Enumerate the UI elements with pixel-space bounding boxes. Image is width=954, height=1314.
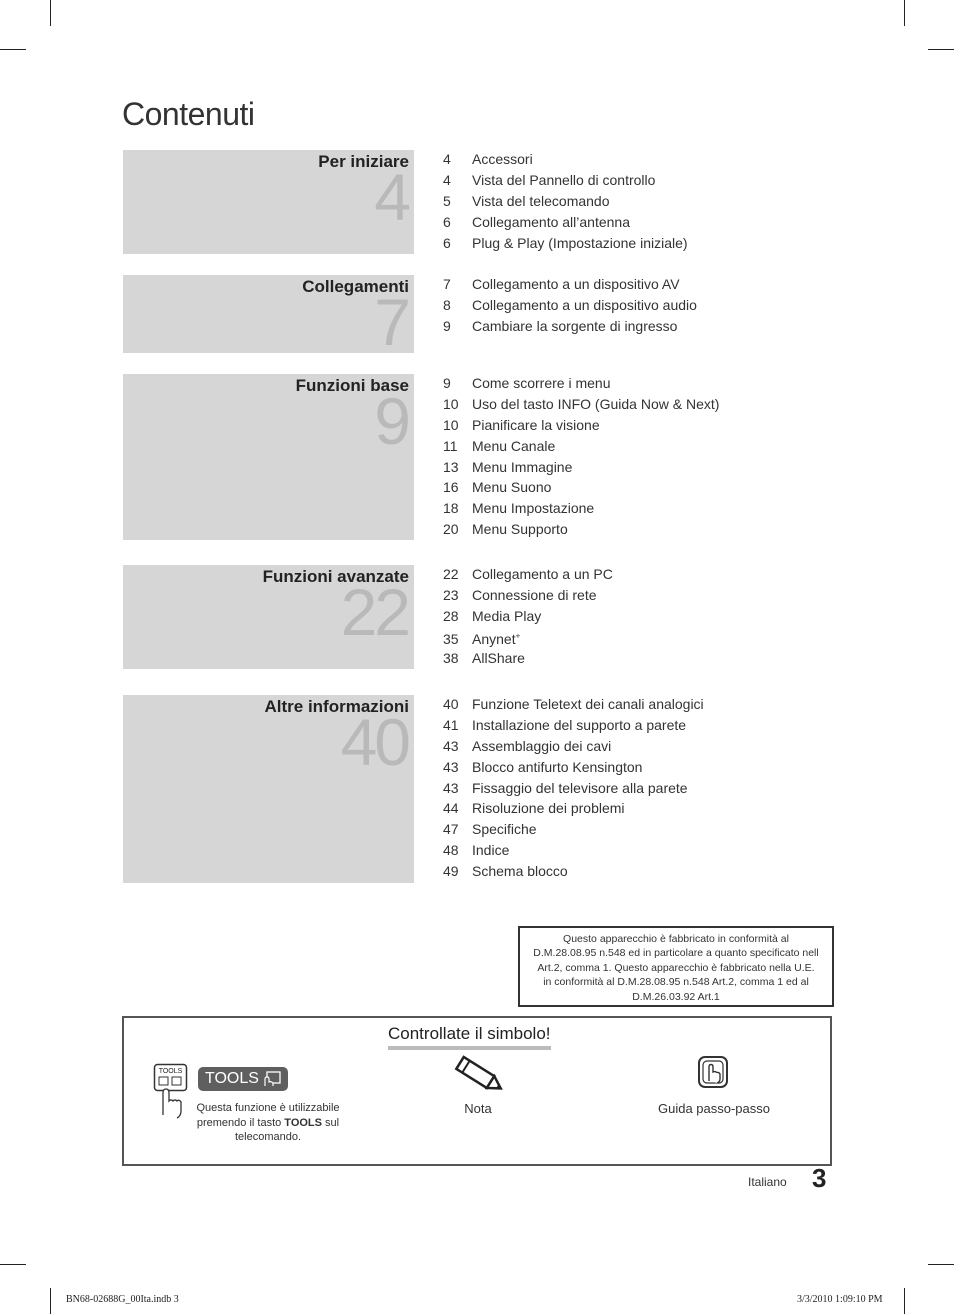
toc-page: 18 (443, 500, 459, 517)
toc-text: Menu Impostazione (472, 500, 595, 517)
toc-entry[interactable] (443, 457, 719, 478)
toc-entry[interactable] (443, 415, 719, 436)
toc-text: Menu Immagine (472, 458, 573, 475)
pencil-icon (451, 1055, 507, 1097)
legal-line: in conformità al D.M.28.08.95 n.548 Art.2, comma 1 ed al (543, 976, 809, 989)
toc-page: 47 (443, 821, 459, 838)
crop-mark (904, 0, 905, 26)
toc-entry[interactable] (443, 295, 697, 316)
toc-entry[interactable] (443, 519, 719, 540)
toc-page: 48 (443, 842, 459, 859)
symbols-title: Controllate il simbolo! (388, 1024, 551, 1050)
toc-entry[interactable] (443, 170, 688, 191)
toc-entry[interactable] (443, 477, 719, 498)
section-title: Funzioni avanzate (262, 567, 409, 586)
toc-text: Collegamento a un PC (472, 566, 613, 582)
section-box-altre-informazioni (123, 695, 414, 883)
toc-page: 5 (443, 192, 451, 209)
toc-page: 38 (443, 649, 459, 666)
toc-text: Funzione Teletext dei canali analogici (472, 696, 704, 712)
toc-page: 16 (443, 479, 459, 496)
toc-entry[interactable] (443, 861, 704, 882)
toc-entry[interactable] (443, 606, 613, 627)
section-title: Collegamenti (302, 277, 409, 296)
section-title: Altre informazioni (264, 697, 409, 716)
toc-text: Connessione di rete (472, 586, 597, 603)
toc-text: AllShare (472, 649, 525, 666)
toc-entry[interactable] (443, 778, 704, 799)
section-number: 40 (340, 705, 408, 779)
toc-entry[interactable] (443, 798, 704, 819)
imprint-file: BN68-02688G_00Ita.indb 3 (66, 1294, 179, 1305)
toc-text: Installazione del supporto a parete (472, 716, 687, 733)
toc-text: Menu Canale (472, 437, 556, 454)
legal-notice-box (518, 926, 834, 1007)
toc-page: 9 (443, 317, 451, 334)
toc-entry[interactable] (443, 436, 719, 457)
toc-text-main: Anynet (472, 631, 516, 648)
toc-page: 4 (443, 171, 451, 188)
toc-list-per-iniziare (443, 149, 688, 253)
toc-list-altre-informazioni (443, 694, 704, 882)
toc-page: 35 (443, 631, 459, 648)
toc-text: Blocco antifurto Kensington (472, 758, 643, 775)
toc-text: Uso del tasto INFO (Guida Now & Next) (472, 395, 720, 412)
toc-page: 7 (443, 276, 451, 292)
toc-list-funzioni-base (443, 373, 719, 540)
toc-text: Media Play (472, 607, 542, 624)
tools-desc-bold: TOOLS (284, 1116, 322, 1129)
toc-page: 20 (443, 521, 459, 538)
toc-text: Menu Supporto (472, 521, 568, 538)
toc-entry[interactable] (443, 757, 704, 778)
imprint-date: 3/3/2010 1:09:10 PM (797, 1294, 883, 1305)
toc-entry[interactable] (443, 498, 719, 519)
toc-text: Menu Suono (472, 479, 552, 496)
toc-page: 4 (443, 151, 451, 167)
toc-page: 10 (443, 416, 459, 433)
toc-text: Assemblaggio dei cavi (472, 737, 612, 754)
toc-page: 43 (443, 779, 459, 796)
crop-mark (928, 49, 954, 50)
legal-line: D.M.26.03.92 Art.1 (632, 990, 720, 1003)
toc-page: 6 (443, 234, 451, 251)
toc-page: 13 (443, 458, 459, 475)
section-box-funzioni-base (123, 374, 414, 540)
toc-entry[interactable] (443, 715, 704, 736)
crop-mark (50, 1288, 51, 1314)
tools-badge (198, 1067, 288, 1091)
legal-line: Questo apparecchio è fabbricato in conformità al (563, 933, 789, 945)
toc-text: Indice (472, 842, 510, 859)
toc-entry[interactable] (443, 149, 688, 170)
toc-page: 40 (443, 696, 459, 712)
legal-line: Art.2, comma 1. Questo apparecchio è fabbricato nella U.E. (537, 961, 815, 974)
crop-mark (928, 1264, 954, 1265)
finger-press-icon (695, 1054, 731, 1090)
tools-hand-icon (262, 1071, 282, 1087)
toc-entry[interactable] (443, 394, 719, 415)
remote-key-label: TOOLS (158, 1068, 183, 1075)
toc-entry[interactable] (443, 191, 688, 212)
legal-line: D.M.28.08.95 n.548 ed in particolare a quanto specificato nell (533, 947, 819, 960)
toc-text: Cambiare la sorgente di ingresso (472, 317, 678, 334)
section-box-collegamenti (123, 275, 414, 353)
toc-text: Plug & Play (Impostazione iniziale) (472, 234, 688, 251)
section-number: 7 (374, 285, 408, 353)
section-title: Per iniziare (318, 152, 409, 171)
note-label: Nota (464, 1101, 492, 1116)
toc-page: 22 (443, 566, 459, 582)
toc-text: Collegamento a un dispositivo AV (472, 276, 680, 292)
toc-text-sup: + (515, 631, 521, 641)
toc-text: Vista del telecomando (472, 192, 610, 209)
crop-mark (0, 49, 26, 50)
toc-text: Fissaggio del televisore alla parete (472, 779, 688, 796)
page-title: Contenuti (122, 96, 255, 132)
tools-badge-label: TOOLS (205, 1070, 259, 1087)
crop-mark (50, 0, 51, 26)
toc-entry[interactable] (443, 316, 697, 337)
toc-entry[interactable] (443, 373, 719, 394)
toc-entry[interactable] (443, 840, 704, 861)
toc-entry[interactable] (443, 564, 613, 585)
toc-entry[interactable] (443, 819, 704, 840)
toc-page: 6 (443, 213, 451, 230)
toc-page: 11 (443, 437, 458, 454)
toc-text: Accessori (472, 151, 533, 167)
toc-text: Collegamento a un dispositivo audio (472, 296, 697, 313)
tools-desc-before: Questa funzione è utilizzabile premendo il tasto (196, 1102, 340, 1129)
toc-entry[interactable] (443, 694, 704, 715)
toc-text: Vista del Pannello di controllo (472, 171, 656, 188)
section-number: 4 (374, 160, 408, 234)
toc-entry[interactable] (443, 233, 688, 254)
section-title: Funzioni base (295, 376, 409, 395)
toc-page: 23 (443, 586, 459, 603)
symbols-legend-box (122, 1016, 832, 1166)
toc-entry[interactable] (443, 648, 613, 669)
toc-entry[interactable] (443, 585, 613, 606)
crop-mark (0, 1264, 26, 1265)
toc-entry[interactable] (443, 736, 704, 757)
toc-list-collegamenti (443, 274, 697, 337)
toc-entry[interactable] (443, 274, 697, 295)
toc-text: Come scorrere i menu (472, 375, 611, 391)
toc-page: 28 (443, 607, 459, 624)
toc-page: 43 (443, 737, 459, 754)
section-box-funzioni-avanzate (123, 565, 414, 669)
remote-tools-button-icon (153, 1063, 189, 1119)
toc-text (472, 631, 520, 647)
toc-page: 9 (443, 375, 451, 391)
toc-entry[interactable] (443, 627, 613, 648)
tools-description (188, 1101, 348, 1145)
toc-text: Pianificare la visione (472, 416, 600, 433)
toc-page: 49 (443, 863, 459, 880)
crop-mark (904, 1288, 905, 1314)
toc-page: 41 (443, 716, 459, 733)
toc-text: Risoluzione dei problemi (472, 800, 625, 817)
toc-text: Specifiche (472, 821, 537, 838)
toc-entry[interactable] (443, 212, 688, 233)
toc-list-funzioni-avanzate (443, 564, 613, 668)
toc-page: 8 (443, 296, 451, 313)
toc-text: Collegamento all’antenna (472, 213, 630, 230)
toc-page: 44 (443, 800, 459, 817)
section-number: 22 (340, 575, 408, 649)
section-number: 9 (374, 384, 408, 458)
section-box-per-iniziare (123, 150, 414, 254)
footer-page-number: 3 (812, 1163, 827, 1193)
footer-language: Italiano (748, 1175, 787, 1189)
toc-page: 10 (443, 395, 459, 412)
guide-label: Guida passo-passo (657, 1101, 770, 1116)
toc-text: Schema blocco (472, 863, 568, 880)
toc-page: 43 (443, 758, 459, 775)
tools-desc-after: sul telecomando. (234, 1116, 340, 1143)
